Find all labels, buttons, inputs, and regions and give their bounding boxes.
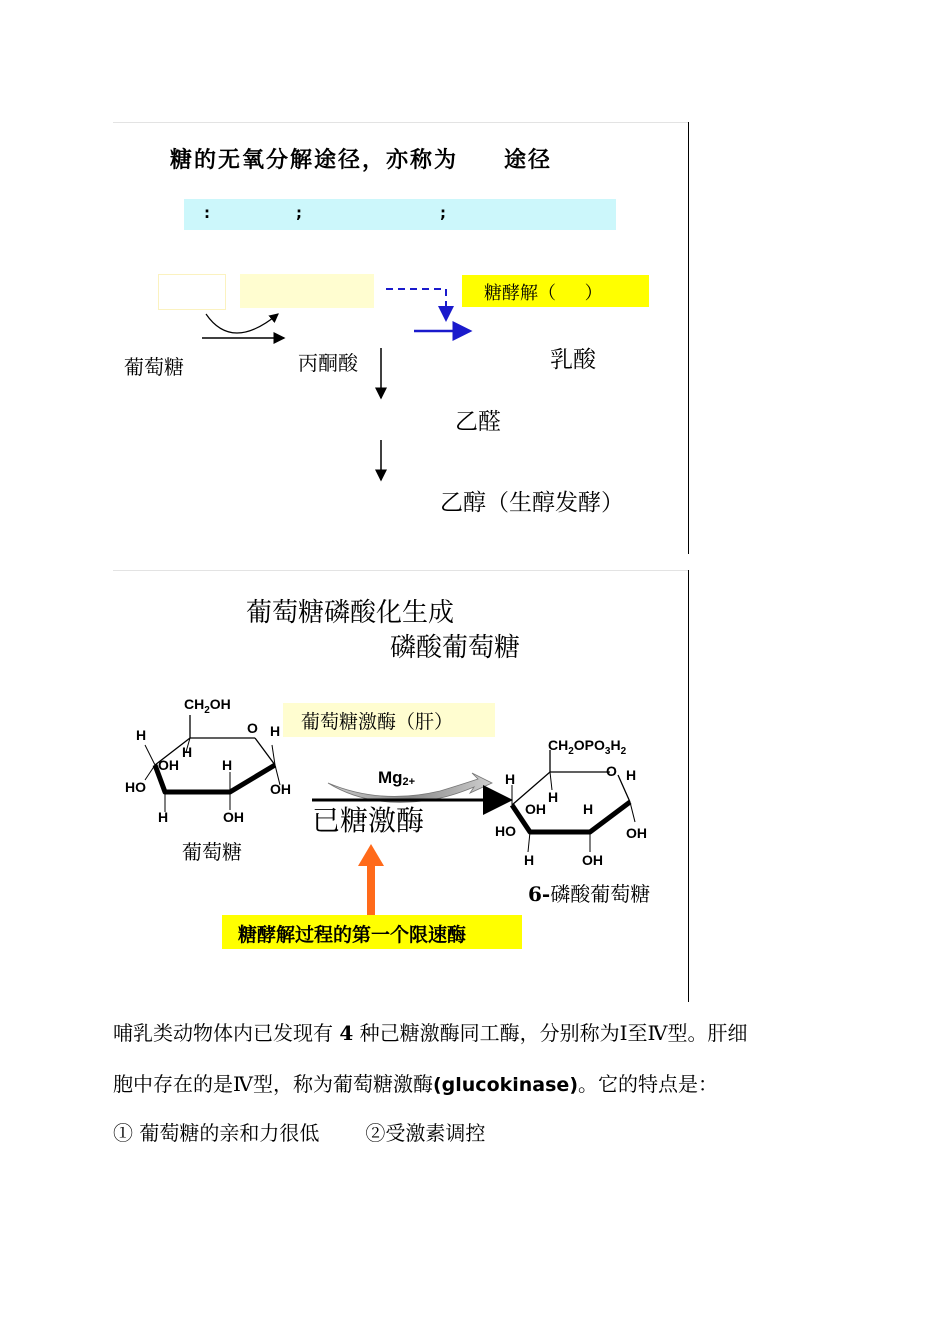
- glucokinase-box: [283, 703, 495, 737]
- rate-limiting-label: 糖酵解过程的第一个限速酶: [238, 924, 467, 946]
- g6p-phosphate-group: $CH_2OPO_3H_2$: [548, 737, 627, 757]
- para2-text-b: 。它的特点是：: [578, 1072, 718, 1096]
- slide2-top-rule: [113, 570, 689, 571]
- svg-text:O: O: [247, 720, 258, 736]
- glycolysis-label: 糖酵解（ ）: [484, 283, 603, 304]
- paragraph-line-2: [113, 1068, 718, 1097]
- svg-text:OH: OH: [525, 801, 546, 817]
- lactate-label: 乳酸: [550, 347, 596, 373]
- para2-english: (glucokinase): [432, 1074, 578, 1096]
- svg-text:OH: OH: [158, 757, 179, 773]
- glucokinase-label: 葡萄糖激酶（肝）: [301, 711, 454, 733]
- mg-label: Mg2+: [378, 768, 416, 788]
- glucose-structure: [120, 690, 310, 840]
- bar-separator: :: [204, 204, 210, 222]
- pathway-arrows: [0, 0, 950, 560]
- bar-separator: ;: [296, 204, 302, 222]
- slide2-title-line1: 葡萄糖磷酸化生成: [246, 598, 455, 628]
- cofactor-curve-arrow: [206, 314, 278, 333]
- dashed-connector-arrow: [386, 289, 446, 320]
- svg-text:HO: HO: [125, 779, 146, 795]
- g6p-label: [528, 878, 650, 907]
- g6p-structure: [490, 730, 680, 875]
- svg-text:OH: OH: [270, 781, 291, 797]
- para1-number: 4: [339, 1021, 354, 1045]
- para1-text-b: 种己糖激酶同工酶，分别称为Ⅰ至Ⅳ型。肝细: [359, 1021, 748, 1045]
- svg-text:H: H: [222, 757, 233, 773]
- svg-text:H: H: [158, 809, 169, 825]
- slide1-title-tail: 途径: [504, 148, 553, 173]
- svg-text:H: H: [136, 727, 147, 743]
- para1-text-a: 哺乳类动物体内已发现有: [113, 1021, 333, 1045]
- svg-text:HO: HO: [495, 823, 516, 839]
- hexokinase-label: 已糖激酶: [312, 804, 425, 837]
- svg-text:O: O: [606, 763, 617, 779]
- svg-text:H: H: [182, 744, 193, 760]
- g6p-prefix: 6-: [528, 882, 551, 906]
- orange-up-arrow: [356, 842, 386, 918]
- glucose-label: 葡萄糖: [124, 355, 184, 379]
- bar-separator: ;: [440, 204, 446, 222]
- para3-item-1: ① 葡萄糖的亲和力很低: [113, 1121, 320, 1145]
- svg-text:H: H: [583, 801, 594, 817]
- svg-text:OH: OH: [223, 809, 244, 825]
- svg-text:H: H: [626, 767, 637, 783]
- svg-text:H: H: [548, 789, 559, 805]
- ethanol-label: 乙醇（生醇发酵）: [440, 490, 624, 516]
- paragraph-line-3: [113, 1117, 485, 1146]
- glucose-ch2oh: $CH_2OH$: [184, 696, 231, 716]
- slide1-title-main: 糖的无氧分解途径，亦称为: [170, 148, 459, 173]
- slide2-title-line2: 磷酸葡萄糖: [390, 633, 521, 663]
- svg-text:OH: OH: [582, 852, 603, 868]
- svg-text:H: H: [505, 771, 516, 787]
- acetaldehyde-label: 乙醛: [455, 409, 501, 435]
- g6p-name: 磷酸葡萄糖: [550, 882, 651, 906]
- svg-text:OH: OH: [626, 825, 647, 841]
- svg-text:H: H: [524, 852, 535, 868]
- para2-text-a: 胞中存在的是Ⅳ型，称为葡萄糖激酶: [113, 1072, 433, 1096]
- rate-limiting-box: [222, 915, 522, 949]
- para3-item-2: ②受激素调控: [365, 1121, 486, 1145]
- slide2-right-rule: [688, 570, 689, 1002]
- pyruvate-label: 丙酮酸: [298, 351, 358, 375]
- svg-text:H: H: [270, 723, 281, 739]
- paragraph-line-1: [113, 1017, 748, 1046]
- glucose-struct-label: 葡萄糖: [182, 840, 242, 864]
